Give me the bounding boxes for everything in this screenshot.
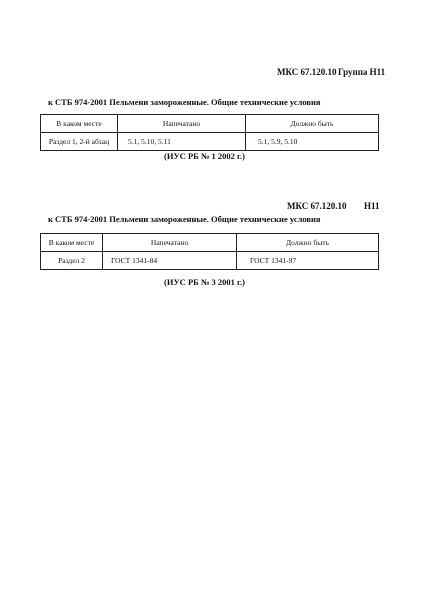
amendment-title: к СТБ 974-2001 Пельмени замороженные. Общие технические условия — [48, 97, 321, 107]
mks-code: МКС 67.120.10 — [277, 67, 337, 77]
table-header-row — [41, 115, 379, 133]
column-header: В каком месте — [41, 115, 118, 133]
amendment-table — [40, 114, 379, 151]
column-header: Напечатано — [118, 115, 246, 133]
table-cell: 5.1, 5.10, 5.11 — [118, 133, 246, 151]
group-code: Н11 — [364, 201, 380, 211]
table-row — [41, 133, 379, 151]
table-cell: Раздел 1, 2-й абзац — [41, 133, 118, 151]
table-cell: Раздел 2 — [41, 252, 103, 270]
column-header: В каком месте — [41, 234, 103, 252]
table-header-row — [41, 234, 379, 252]
table-cell: 5.1, 5.9, 5.10 — [246, 133, 379, 151]
column-header: Должно быть — [237, 234, 379, 252]
amendment-title: к СТБ 974-2001 Пельмени замороженные. Общие технические условия — [48, 214, 321, 224]
column-header: Напечатано — [103, 234, 237, 252]
mks-code: МКС 67.120.10 — [287, 201, 347, 211]
table-cell: ГОСТ 1341-97 — [237, 252, 379, 270]
table-row — [41, 252, 379, 270]
publication-note: (ИУС РБ № 1 2002 г.) — [164, 151, 245, 161]
publication-note: (ИУС РБ № 3 2001 г.) — [164, 277, 245, 287]
column-header: Должно быть — [246, 115, 379, 133]
group-code: Группа Н11 — [338, 67, 386, 77]
amendment-table — [40, 233, 379, 270]
table-cell: ГОСТ 1341-84 — [103, 252, 237, 270]
